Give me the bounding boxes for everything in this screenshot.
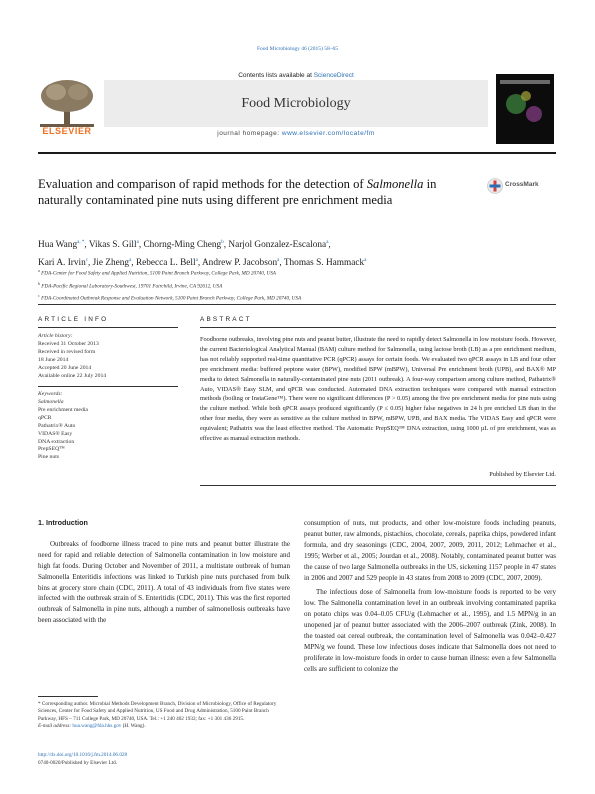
author[interactable]: Chorng-Ming Cheng$^b$, [143, 240, 229, 251]
history-item: Received 31 October 2013 [38, 340, 99, 347]
abstract-end-rule [200, 485, 556, 486]
author[interactable]: Jie Zheng$^a$, [92, 258, 136, 269]
homepage-prefix: journal homepage: [217, 130, 282, 137]
history-item: 18 June 2014 [38, 356, 69, 363]
title-part: in naturally contaminated pine nuts using different pre enrichment media [38, 177, 437, 207]
keyword: qPCR [38, 414, 52, 421]
keyword: Pathatrix® Auto [38, 422, 76, 429]
keyword: DNA extraction [38, 438, 75, 445]
keyword: Pine nuts [38, 454, 60, 461]
intro-paragraph: The infectious dose of Salmonella from low-moisture foods is reported to be very low. The Salmonella contamination level in an outbreak involving contaminated paprika on potato chips was 0.04–0.05 CFU/g (Lehmacher et al., 1995), and 1.5 MPN/g in an unopened jar of peanut butter associated with the 2006–2007 outbreak (Zink, 2008). In the toasted oat cereal outbreak, the contamination level of Salmonella was 0.042–0.427 MPN/g we found. These low infectious doses indicate that Salmonella does not need to proliferate in low-moisture foods in order to cause human illness: even a few Salmonella cells are sufficient to colonize the [304, 588, 556, 673]
publisher-logo-text: ELSEVIER [42, 126, 92, 136]
affiliation: $^b$ FDA-Pacific Regional Laboratory-Southwest, 19701 Fairchild, Irvine, CA 92612, USA [38, 280, 223, 290]
body-left-column [38, 518, 290, 626]
abstract-rule [200, 327, 556, 328]
author[interactable]: Vikas S. Gill$^a$, [88, 240, 144, 251]
title-part-italic: Salmonella [366, 177, 424, 191]
header-divider [38, 152, 556, 154]
body-right-column [304, 518, 556, 675]
keyword: Salmonella [38, 399, 64, 406]
publisher-note: Published by Elsevier Ltd. [489, 471, 556, 478]
affiliation-divider [38, 304, 556, 305]
author[interactable]: Thomas S. Hammack$^a$ [283, 258, 367, 269]
homepage-link[interactable]: www.elsevier.com/locate/fm [281, 130, 375, 137]
affiliation: $^c$ FDA-Coordinated Outbreak Response and Evaluation Network, 5100 Paint Branch Parkway, College Park, MD 20740, USA [38, 293, 302, 303]
author[interactable]: Andrew P. Jacobson$^a$, [201, 258, 284, 269]
section-heading-introduction: 1. Introduction [38, 518, 88, 527]
history-item: Received in revised form [38, 348, 96, 355]
keyword: Pre enrichment media [38, 406, 88, 413]
journal-title: Food Microbiology [241, 96, 351, 111]
abstract-heading: ABSTRACT [200, 316, 252, 323]
keyword: VIDAS® Easy [38, 430, 73, 437]
corresponding-author-footnote [38, 701, 288, 731]
affiliations [38, 266, 558, 304]
journal-reference[interactable]: Food Microbiology 46 (2015) 58–65 [257, 46, 338, 52]
journal-homepage [104, 130, 488, 137]
issn-line: 0740-0020/Published by Elsevier Ltd. [38, 759, 117, 766]
author[interactable]: Narjol Gonzalez-Escalona$^a$, [228, 240, 331, 251]
email-suffix: (H. Wang). [121, 723, 146, 730]
keyword: PrepSEQ™ [38, 446, 65, 453]
affiliation: $^a$ FDA-Center for Food Safety and Applied Nutrition, 5100 Paint Branch Parkway, College Park, MD 20740, USA [38, 268, 276, 277]
article-info-rule [38, 327, 178, 328]
keywords-label: Keywords: [38, 391, 63, 398]
journal-cover-image [496, 74, 554, 144]
contents-line [104, 72, 488, 79]
crossmark-badge[interactable] [487, 178, 557, 196]
intro-paragraph: Outbreaks of foodborne illness traced to pine nuts and peanut butter illustrate the need for rapid and reliable detection of Salmonella contamination in low moisture and high fat foods. During October and November of 2011, a multistate outbreak of human Salmonella Enteritidis infections was linked to Turkish pine nuts purchased from bulk bins at grocery store chain (CDC, 2011). A total of 43 individuals from five states were infected with the outbreak strain of S. Enteritidis (CDC, 2011). This was the first reported outbreak of Salmonella in pine nuts, although a number of salmonellosis outbreaks have been associated with the [38, 539, 290, 625]
history-item: Accepted 20 June 2014 [38, 364, 92, 371]
email-label: E-mail address: [38, 723, 73, 730]
author[interactable]: Rebecca L. Bell$^a$, [135, 258, 202, 269]
contents-prefix: Contents lists available at [238, 72, 314, 79]
article-info-heading: ARTICLE INFO [38, 316, 109, 323]
author[interactable]: Kari A. Irvin$^c$, [38, 258, 93, 269]
title-part: Evaluation and comparison of rapid methods for the detection of [38, 177, 367, 191]
doi-block [38, 752, 288, 767]
author[interactable]: Hua Wang$^{a, *}$, [38, 240, 89, 251]
history-label: Article history: [38, 333, 73, 339]
doi-link[interactable]: http://dx.doi.org/10.1016/j.fm.2014.06.028 [38, 752, 128, 758]
sciencedirect-link[interactable]: ScienceDirect [313, 72, 354, 79]
footnote-rule [38, 696, 98, 697]
keywords-rule [38, 386, 178, 387]
article-info [38, 333, 178, 462]
crossmark-icon [487, 178, 503, 194]
crossmark-label: CrossMark [505, 181, 539, 188]
article-title [38, 176, 478, 208]
footnote-text: * Corresponding author. Microbial Methods Development Branch, Division of Microbiology, Office of Regulatory Sciences, Center for Food Safety and Applied Nutrition, US Food and Drug Administration, 5100 Paint Branch Parkway, HFS – 711 College Park, MD 20740, USA. Tel.: +1 240 402 1932; fax: +1 301 436 2915. [38, 701, 277, 722]
intro-paragraph-continued: consumption of nuts, nut products, and other low-moisture foods including peanuts, peanut butter, raw almonds, pistachios, chocolate, cereals, paprika chips, powdered infant formula, and dry seasonings (CDC, 2004, 2007, 2009, 2011, 2012; Lehmacher et al., 1995; Werber et al., 2005; Jourdan et al., 2008). Notably, contaminated peanut butter was the cause of two large Salmonella outbreaks in the US, sickening 1157 people in 47 states in 2006 and 2007 and 529 people in 43 states from 2008 to 2009 (CDC, 2007, 2009). [304, 519, 556, 582]
history-item: Available online 22 July 2014 [38, 372, 107, 379]
footnote-email-line [38, 723, 288, 730]
email-link[interactable]: hua.wang@fda.hhs.gov [72, 723, 122, 730]
abstract-text: Foodborne outbreaks, involving pine nuts and peanut butter, illustrate the need to rapidly detect Salmonella in low moisture foods. However, the current Bacteriological Analytical Manual (BAM) culture method for Salmonella, using lactose broth (LB) as a pre enrichment medium, has not reliably supported real-time quantitative PCR (qPCR) assays for certain foods. We evaluated two qPCR assays in LB and four other pre enrichment media: buffered peptone water (BPW), modified BPW (mBPW), Universal Pre enrichment broth (UPB), and BAX® MP media to detect Salmonella in naturally-contaminated pine nuts (2011 outbreak). A four-way comparison among culture method, Pathatrix® Auto, VIDAS® Easy SLM, and qPCR was conducted. Automated DNA extraction techniques were compared with manual extraction methods (boiling or InstaGene™). There were no significant differences (P > 0.05) among the five pre enrichment media for pine nuts using the culture method. While both qPCR assays produced significantly (P ≤ 0.05) higher false negatives in 24 h pre enriched LB than in the other four media, they were as sensitive as the culture method in BPW, mBPW, UPB, and BAX media. The VIDAS Easy and qPCR were equivalent; Pathatrix was the least effective method. The Automatic PrepSEQ™ DNA extraction, using 1000 µL of pre enrichment, was as effective as manual extraction methods. [200, 336, 556, 443]
